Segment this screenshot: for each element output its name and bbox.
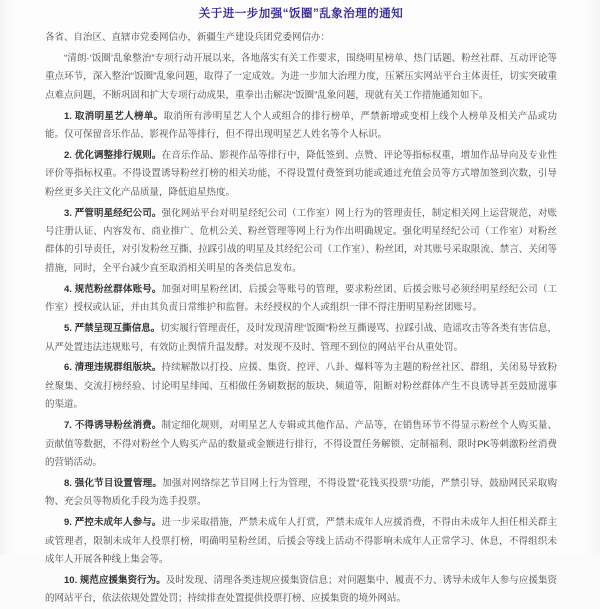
notice-title: 关于进一步加强“饭圈”乱象治理的通知 (198, 8, 404, 20)
item-heading: 4. 规范粉丝群体账号。 (64, 283, 162, 295)
notice-item-10 (45, 572, 557, 609)
item-body: 加强对网络综艺节目网上行为管理，不得设置“花钱买投票”功能，严禁引导、鼓励网民采取购物、充会员等物质化手段为选手投票。 (45, 477, 557, 508)
salutation-line: 各省、自治区、直辖市党委网信办，新疆生产建设兵团党委网信办： (45, 32, 331, 43)
item-body: 制定细化规则，对明星艺人专辑或其他作品、产品等，在销售环节不得显示粉丝个人购买量、贡献值等数据，不得对粉丝个人购买产品的数量或金额进行排行，不得设置任务解锁、定制福利、限时PK等刺激粉丝消费的营销活动。 (45, 420, 557, 468)
notice-item-8 (45, 475, 557, 512)
item-body: 强化网站平台对明星经纪公司（工作室）网上行为的管理责任，制定相关网上运营规范，对账号注册认证、内容发布、商业推广、危机公关、粉丝管理等网上行为作出明确规定。强化明星经纪公司（工作室）对粉丝群体的引导责任，对引发粉丝互撕、拉踩引战的明星及其经纪公司（工作室）、粉丝团，对其账号采取限流、禁言、关闭等措施，同时，全平台减少直至取消相关明星的各类信息发布。 (45, 207, 557, 274)
notice-item-1 (45, 108, 557, 145)
item-body: 持续解散以打投、应援、集资、控评、八卦、爆料等为主题的粉丝社区、群组，关闭易导致粉丝聚集、交流打榜经验、讨论明星绯闻、互相做任务刷数据的版块、频道等，阻断对粉丝群体产生不良诱导甚至鼓励滋事的渠道。 (45, 362, 557, 411)
item-body: 切实履行管理责任，及时发现清理“饭圈”粉丝互撕谩骂、拉踩引战、造谣攻击等各类有害信息，从严处置违法违规账号，有效防止舆情升温发酵。对发现不及时、管理不到位的网站平台从重处罚。 (45, 323, 557, 353)
intro-paragraph: “清朗·‘饭圈’乱象整治”专项行动开展以来，各地落实有关工作要求，围绕明星榜单、热门话题、粉丝社群、互动评论等重点环节，深入整治“饭圈”乱象问题，取得了一定成效。为进一步加大治理力度，压紧压实网站平台主体责任，切实突破重点难点问题，不断巩固和扩大专项行动成果，重拳出击解决“饭圈”乱象问题，现就有关工作措施通知如下。 (45, 52, 557, 101)
notice-item-7 (45, 417, 557, 472)
item-heading: 5. 严禁呈现互撕信息。 (64, 323, 161, 335)
item-body: 进一步采取措施，严禁未成年人打赏，严禁未成年人应援消费，不得由未成年人担任相关群主或管理者，限制未成年人投票打榜，明确明星粉丝团、后援会等线上活动不得影响未成年人正常学习、休息，不得组织未成年人开展各种线上集会等。 (45, 517, 557, 565)
item-heading: 2. 优化调整排行规则。 (64, 149, 162, 161)
notice-item-9 (45, 514, 557, 569)
item-body: 加强对明星粉丝团、后援会等账号的管理，要求粉丝团、后援会账号必须经明星经纪公司（工作室）授权或认证，并由其负责日常维护和监督。未经授权的个人或组织一律不得注册明星粉丝团账号。 (45, 283, 557, 314)
item-heading: 1. 取消明星艺人榜单。 (64, 110, 164, 122)
item-heading: 6. 清理违规群组版块。 (64, 362, 162, 374)
item-body: 及时发现、清理各类违规应援集资信息；对问题集中、履责不力、诱导未成年人参与应援集资的网站平台，依法依规处置处罚；持续排查处置提供投票打榜、应援集资的境外网站。 (45, 574, 557, 605)
notice-item-2 (45, 147, 557, 202)
notice-item-4 (45, 281, 557, 318)
item-heading: 8. 强化节目设置管理。 (64, 477, 163, 489)
item-heading: 7. 不得诱导粉丝消费。 (64, 420, 162, 432)
item-heading: 9. 严控未成年人参与。 (64, 517, 162, 529)
item-body: 取消所有涉明星艺人个人或组合的排行榜单，严禁新增或变相上线个人榜单及相关产品或功能。仅可保留音乐作品、影视作品等排行，但不得出现明星艺人姓名等个人标识。 (45, 110, 557, 141)
item-body: 在音乐作品、影视作品等排行中，降低签到、点赞、评论等指标权重，增加作品导向及专业性评价等指标权重。不得设置诱导粉丝打榜的相关功能，不得设置付费签到功能或通过充值会员等方式增加签到次数，引导粉丝更多关注文化产品质量，降低追星热度。 (45, 149, 557, 198)
notice-item-5 (45, 320, 557, 357)
notice-item-6 (45, 359, 557, 414)
item-heading: 10. 规范应援集资行为。 (64, 574, 166, 586)
notice-item-3 (45, 205, 557, 279)
item-heading: 3. 严管明星经纪公司。 (64, 207, 162, 219)
